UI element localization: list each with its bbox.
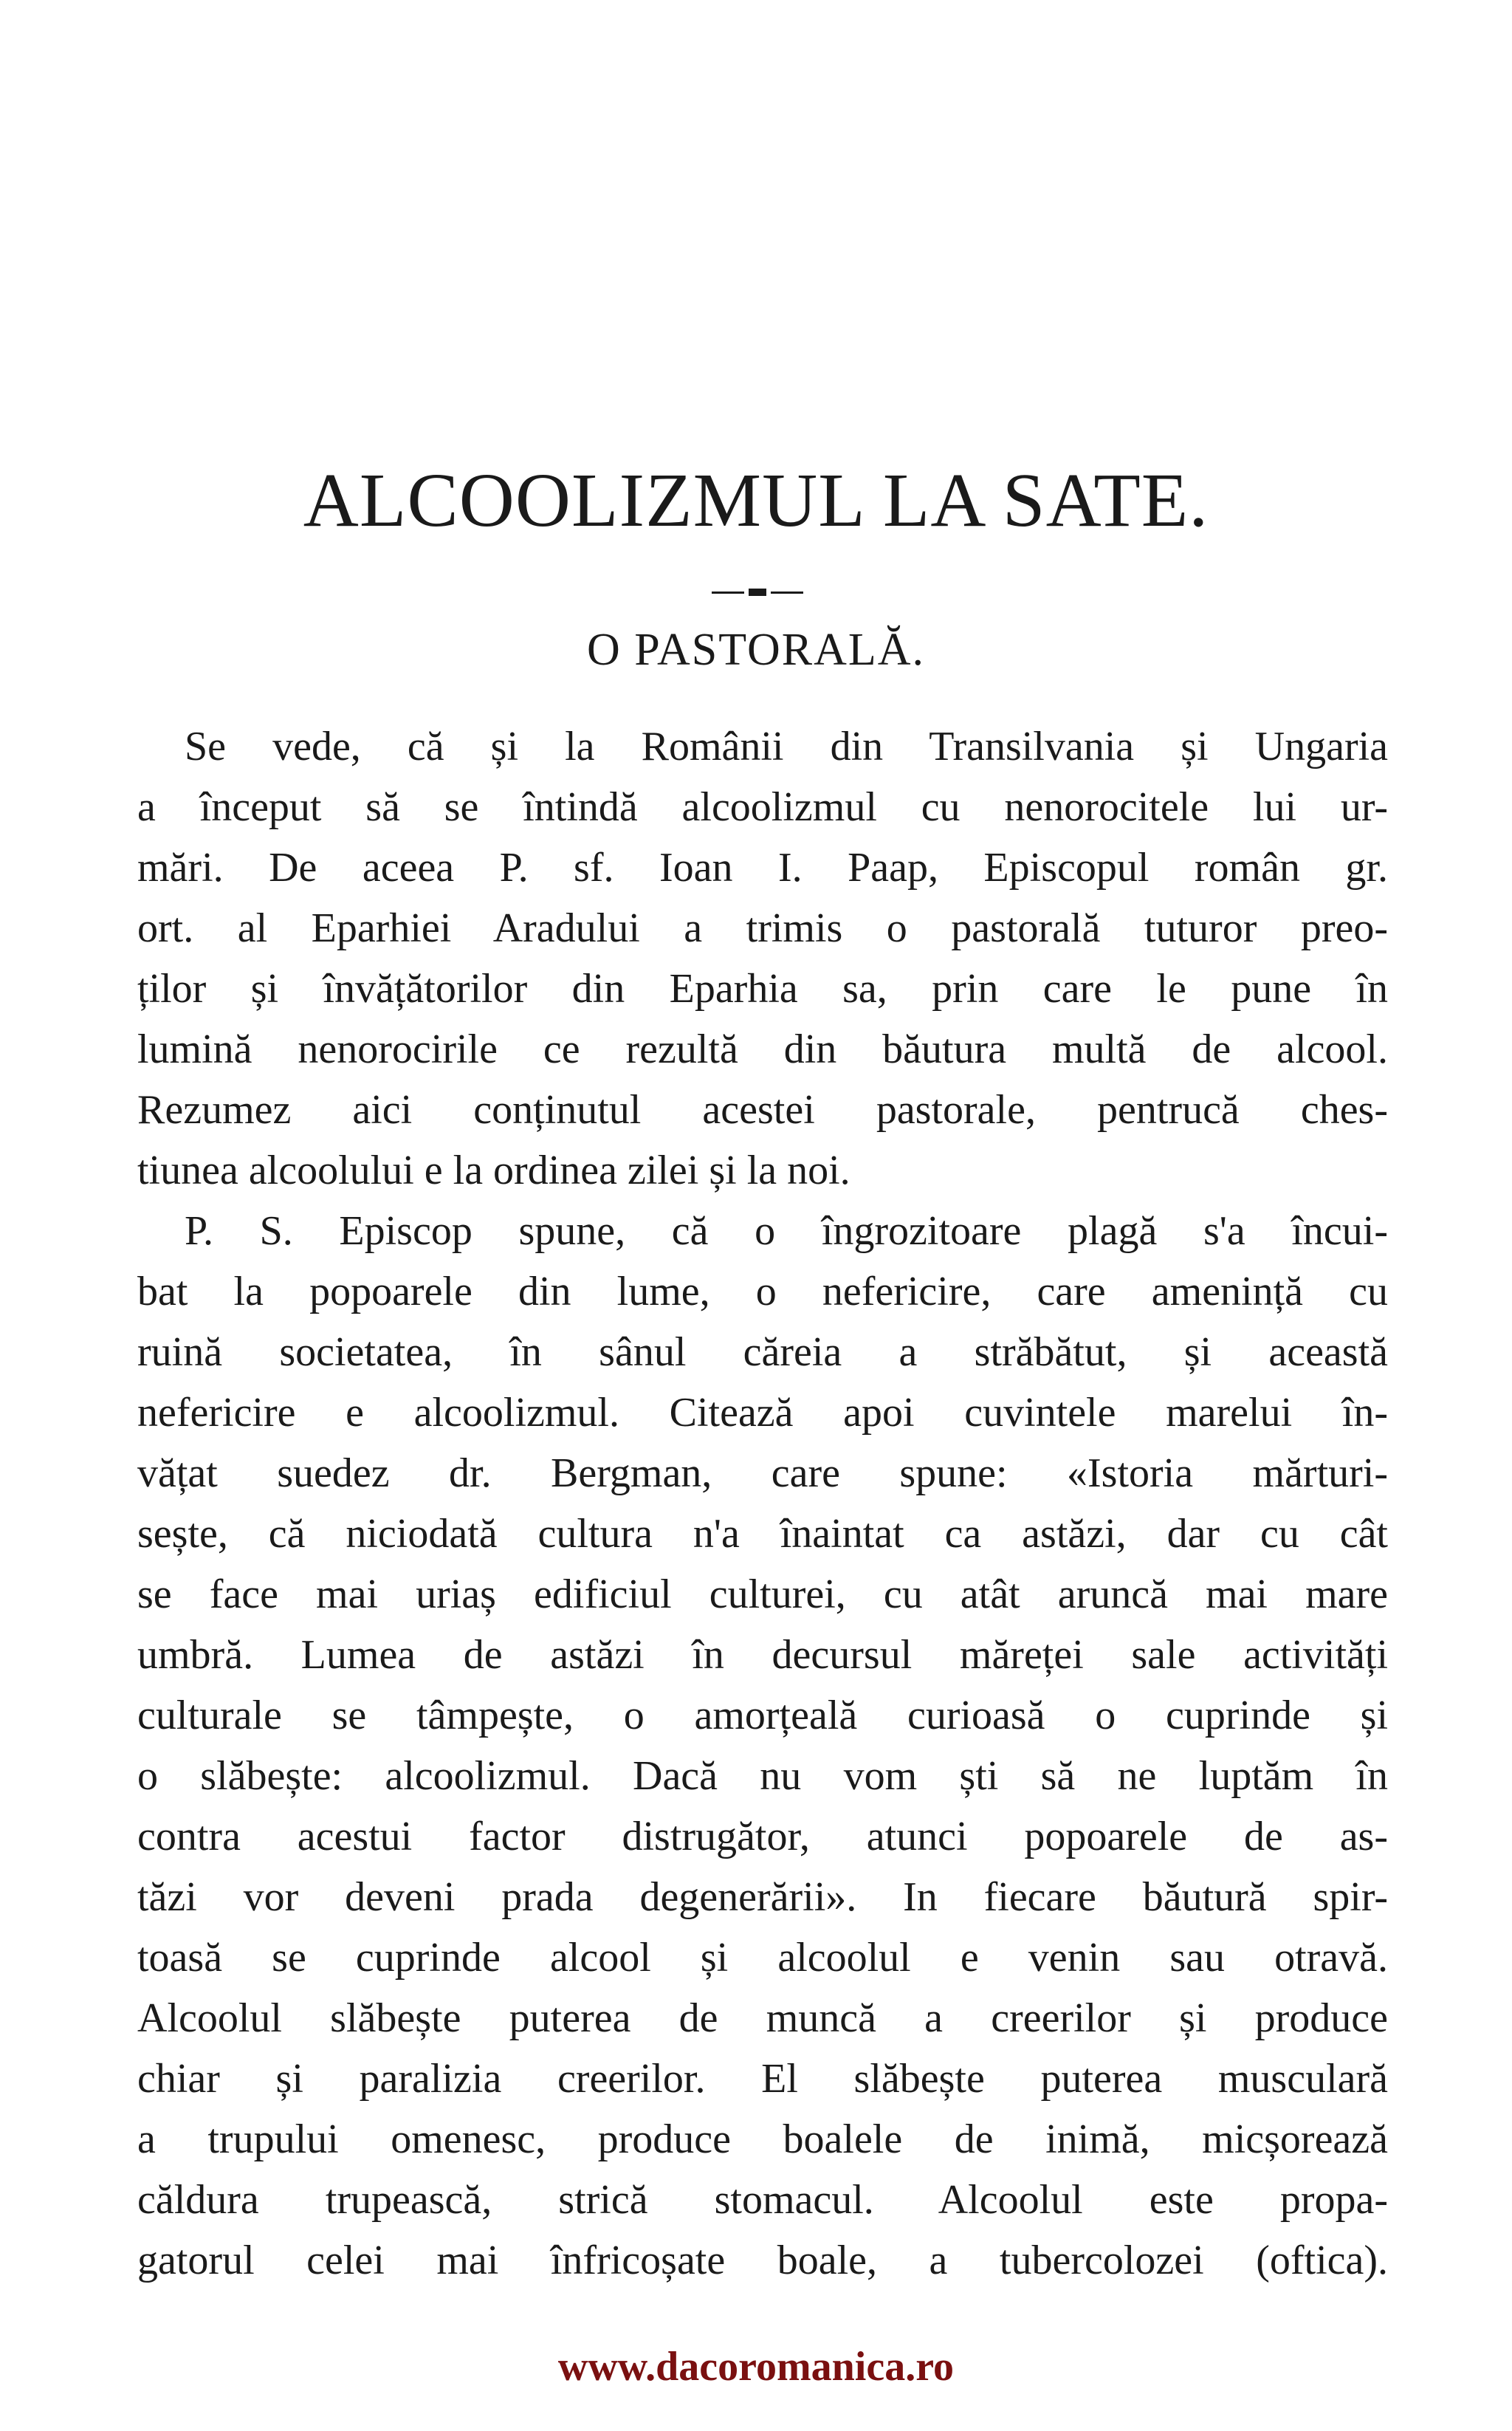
text-line: ților și învățătorilor din Eparhia sa, prin care le pune în — [137, 966, 1388, 1012]
text-line: contra acestui factor distrugător, atunci popoarele de as- — [137, 1814, 1388, 1859]
text-line: sește, că niciodată cultura n'a înaintat ca astăzi, dar cu cât — [137, 1511, 1388, 1557]
text-line: bat la popoarele din lume, o nefericire, care amenință cu — [137, 1269, 1388, 1314]
text-line: lumină nenorocirile ce rezultă din băutura multă de alcool. — [137, 1026, 1388, 1072]
text-line: o slăbește: alcoolizmul. Dacă nu vom ști să ne luptăm în — [137, 1753, 1388, 1799]
text-line: Alcoolul slăbește puterea de muncă a creerilor și produce — [137, 1995, 1388, 2041]
text-line: culturale se tâmpește, o amorțeală curioasă o cuprinde și — [137, 1693, 1388, 1738]
text-line: gatorul celei mai înfricoșate boale, a tubercolozei (oftica). — [137, 2238, 1388, 2283]
text-line: tăzi vor deveni prada degenerării». In fiecare băutură spir- — [137, 1874, 1388, 1920]
text-line: căldura trupească, strică stomacul. Alcoolul este propa- — [137, 2177, 1388, 2223]
page-subtitle: O PASTORALĂ. — [586, 625, 926, 675]
title-divider-ornament — [712, 587, 803, 597]
body-text — [137, 716, 1388, 2291]
text-line: umbră. Lumea de astăzi în decursul măreței sale activități — [137, 1632, 1388, 1678]
text-line: Rezumez aici conținutul acestei pastorale, pentrucă ches- — [137, 1087, 1388, 1133]
text-line: tiunea alcoolului e la ordinea zilei și la noi. — [137, 1148, 850, 1193]
paragraph-2 — [137, 1201, 1388, 2291]
text-line: se face mai uriaș edificiul culturei, cu atât aruncă mai mare — [137, 1571, 1388, 1617]
text-line: vățat suedez dr. Bergman, care spune: «Istoria mărturi- — [137, 1450, 1388, 1496]
text-line: nefericire e alcoolizmul. Citează apoi cuvintele marelui în- — [137, 1390, 1388, 1436]
text-line: toasă se cuprinde alcool și alcoolul e venin sau otravă. — [137, 1935, 1388, 1981]
text-line: ort. al Eparhiei Aradului a trimis o pastorală tuturor preo- — [137, 905, 1388, 951]
text-line: a trupului omenesc, produce boalele de inimă, micșorează — [137, 2116, 1388, 2162]
page-title: ALCOOLIZMUL LA SATE. — [303, 458, 1209, 543]
paragraph-1 — [137, 716, 1388, 1201]
text-line: mări. De aceea P. sf. Ioan I. Paap, Episcopul român gr. — [137, 845, 1388, 891]
text-line: chiar și paralizia creerilor. El slăbește puterea musculară — [137, 2056, 1388, 2102]
text-line: Se vede, că și la Românii din Transilvania și Ungaria — [185, 724, 1388, 769]
text-line: a început să se întindă alcoolizmul cu nenorocitele lui ur- — [137, 784, 1388, 830]
source-watermark: www.dacoromanica.ro — [557, 2344, 955, 2390]
text-line: P. S. Episcop spune, că o îngrozitoare plagă s'a încui- — [185, 1208, 1388, 1254]
text-line: ruină societatea, în sânul căreia a străbătut, și această — [137, 1329, 1388, 1375]
